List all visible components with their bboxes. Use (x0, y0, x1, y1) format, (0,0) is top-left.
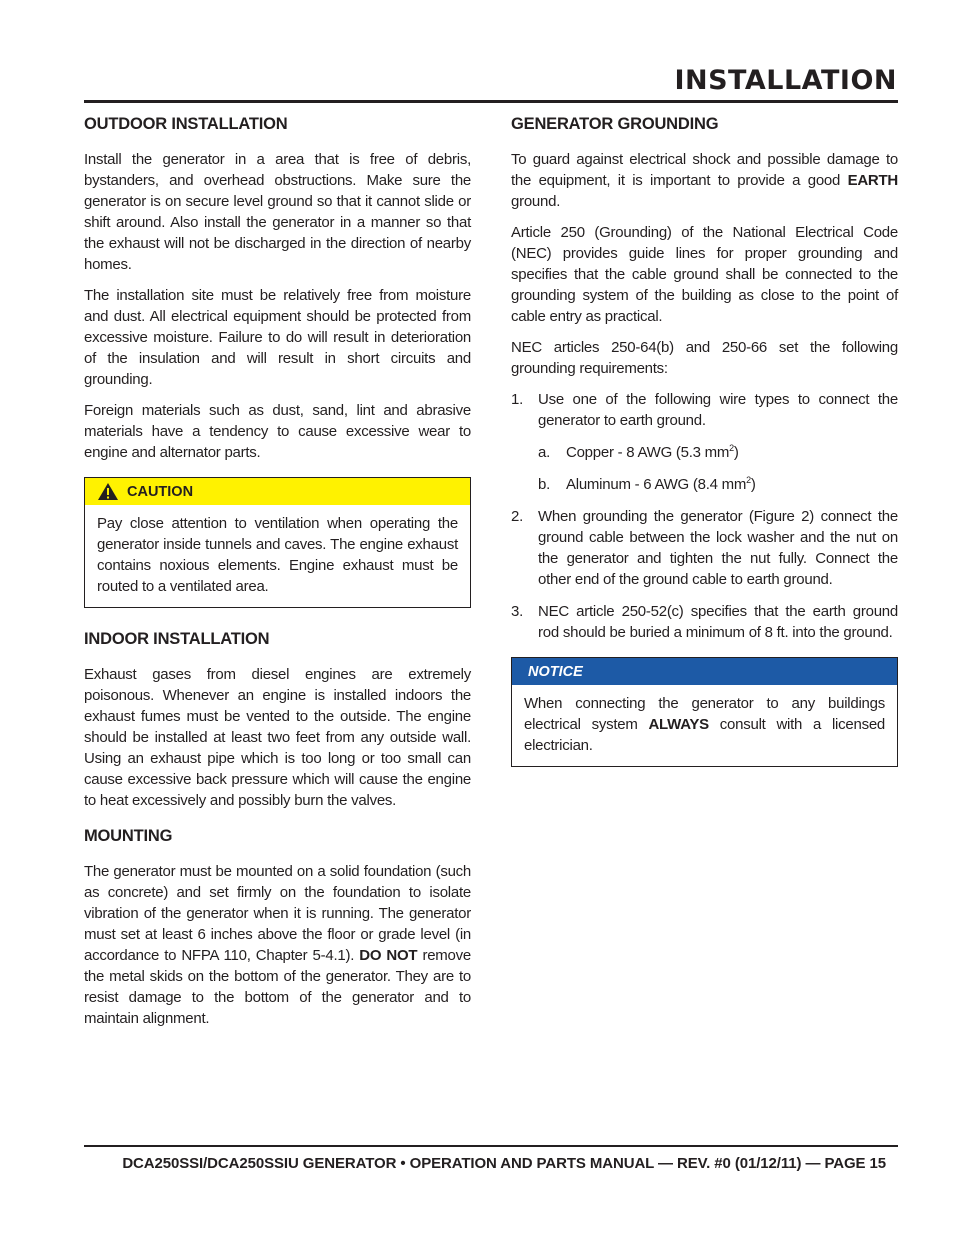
mounting-paragraph (84, 861, 471, 1029)
caution-header (85, 478, 470, 505)
mounting-text-a: The generator must be mounted on a solid foundation (such as concrete) and set firmly on the foundation to isolate vibration of the generator when it is running. The generator must set at least 6 inches above the floor or grade level (in accordance to NFPA 110, Chapter 5-4.1). (84, 863, 471, 964)
list-item (511, 601, 898, 643)
notice-header (512, 658, 897, 685)
sub-text (566, 474, 756, 495)
list-item (511, 506, 898, 590)
right-column (511, 113, 898, 787)
caution-text: Pay close attention to ventilation when operating the generator inside tunnels and caves. The engine exhaust contains noxious elements. Engine exhaust must be routed to a ventilated area. (97, 515, 458, 595)
mounting-section (84, 825, 471, 1029)
grounding-paragraph-2: Article 250 (Grounding) of the National Electrical Code (NEC) provides guide lines for proper grounding and specifies that the cable ground shall be connected to the grounding system of the building as close to the point of cable entry as practical. (511, 224, 898, 325)
generator-grounding-heading: GENERATOR GROUNDING (511, 115, 719, 133)
step-text: NEC article 250-52(c) specifies that the earth ground rod should be buried a minimum of 8 ft. into the ground. (538, 603, 898, 641)
grounding-p1-bold: EARTH (847, 172, 898, 189)
notice-text-a: When connecting the generator to any buildings electrical system (524, 695, 885, 733)
sub-text-end: ) (750, 476, 756, 493)
outdoor-paragraph-3: Foreign materials such as dust, sand, lint and abrasive materials have a tendency to cause excessive wear to engine and alternator parts. (84, 402, 471, 461)
sub-text-end: ) (733, 444, 739, 461)
step-number: 2. (511, 508, 524, 525)
notice-text-bold: ALWAYS (648, 716, 709, 733)
left-column (84, 113, 471, 1043)
grounding-p1-text-b: ground. (511, 193, 561, 210)
grounding-p1-text-a: To guard against electrical shock and possible damage to the equipment, it is important to provide a good (511, 151, 898, 189)
sub-superscript: 2 (729, 443, 734, 453)
list-item (511, 389, 898, 431)
warning-triangle-icon (97, 482, 119, 501)
notice-label: NOTICE (528, 663, 583, 680)
caution-body (85, 505, 470, 607)
step-number: 1. (511, 391, 524, 408)
outdoor-paragraph-2: The installation site must be relatively free from moisture and dust. All electrical equipment should be protected from excessive moisture. Failure to do will result in deterioration of the insulation and will result in short circuits and grounding. (84, 287, 471, 388)
notice-text (524, 693, 885, 756)
footer-rule (84, 1145, 898, 1147)
mounting-text-b: remove the metal skids on the bottom of the generator. They are to resist damage to the bottom of the generator and to maintain alignment. (84, 947, 471, 1027)
outdoor-installation-heading: OUTDOOR INSTALLATION (84, 115, 288, 133)
sub-text (566, 442, 739, 463)
sub-text-main: Copper - 8 AWG (5.3 mm (566, 444, 730, 461)
list-item (538, 474, 898, 495)
sub-letter: a. (538, 444, 551, 461)
sub-superscript: 2 (746, 475, 751, 485)
step-text: When grounding the generator (Figure 2) connect the ground cable between the lock washer and the nut on the generator and tighten the nut fully. Connect the other end of the ground cable to earth ground. (538, 508, 898, 588)
mounting-text-bold: DO NOT (359, 947, 418, 964)
sub-letter: b. (538, 476, 551, 493)
outdoor-paragraph-1: Install the generator in a area that is free of debris, bystanders, and overhead obstructions. Make sure the generator is on secure level ground so that it cannot slide or shift around. Also install the generator in a manner so that the exhaust will not be discharged in the direction of nearby homes. (84, 151, 471, 273)
sub-text-main: Aluminum - 6 AWG (8.4 mm (566, 476, 747, 493)
page-title: INSTALLATION (674, 65, 897, 96)
indoor-paragraph-1: Exhaust gases from diesel engines are extremely poisonous. Whenever an engine is installed indoors the exhaust fumes must be vented to the outside. The engine should be installed at least two feet from any outside wall. Using an exhaust pipe which is too long or too small can cause excessive back pressure which will cause the engine to heat excessively and possibly burn the valves. (84, 666, 471, 809)
outdoor-installation-section (84, 113, 471, 463)
caution-box (84, 477, 471, 608)
page-footer: DCA250SSI/DCA250SSIU GENERATOR • OPERATION AND PARTS MANUAL — REV. #0 (01/12/11) — PAGE 15 (122, 1155, 886, 1172)
notice-body (512, 685, 897, 766)
grounding-paragraph-3: NEC articles 250-64(b) and 250-66 set the following grounding requirements: (511, 339, 898, 377)
step-text: Use one of the following wire types to connect the generator to earth ground. (538, 391, 898, 429)
indoor-installation-heading: INDOOR INSTALLATION (84, 630, 270, 648)
mounting-heading: MOUNTING (84, 827, 173, 845)
grounding-steps-list (511, 389, 898, 643)
header-rule (84, 100, 898, 103)
grounding-paragraph-1 (511, 149, 898, 212)
indoor-installation-section (84, 628, 471, 811)
notice-text-b: consult with a licensed electrician. (524, 716, 886, 754)
caution-label: CAUTION (127, 483, 194, 500)
list-item (538, 442, 898, 463)
notice-box (511, 657, 898, 767)
generator-grounding-section (511, 113, 898, 643)
step-number: 3. (511, 603, 524, 620)
